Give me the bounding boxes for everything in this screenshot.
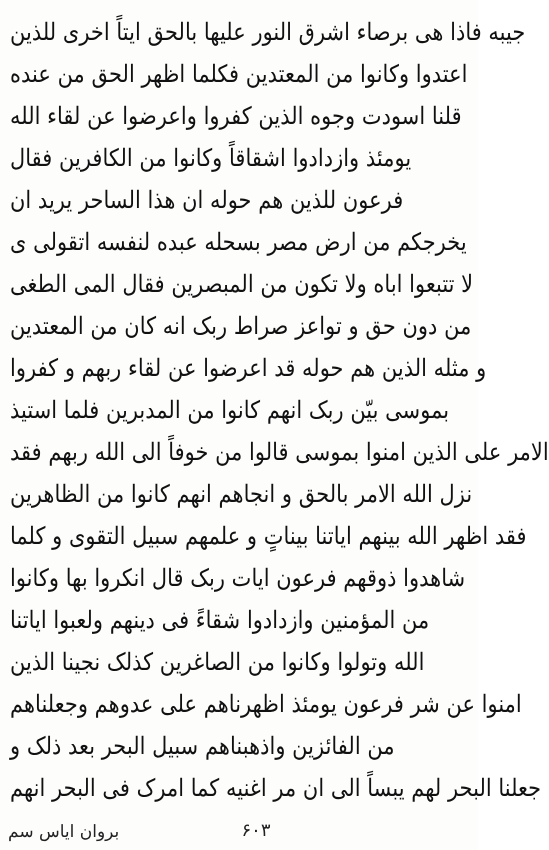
manuscript-line: و مثله الذین هم حوله قد اعرضوا عن لقاء ربهم و کفروا: [10, 354, 487, 382]
manuscript-line: من المؤمنین وازدادوا شقاءً فی دینهم ولعبوا ایاتنا: [10, 606, 430, 634]
manuscript-line: قلنا اسودت وجوه الذین کفروا واعرضوا عن لقاء الله: [10, 102, 462, 130]
manuscript-line: نزل الله الامر بالحق و انجاهم انهم کانوا من الظاهرین: [10, 480, 473, 508]
page-number: ۶۰۳: [241, 820, 271, 841]
manuscript-line: فرعون للذین هم حوله ان هذا الساحر یرید ان: [10, 186, 404, 214]
manuscript-line: بموسی بیّن ربک انهم کانوا من المدبرین فلما استیذ: [10, 396, 450, 424]
manuscript-line: امنوا عن شر فرعون یومئذ اظهرناهم علی عدوهم وجعلناهم: [10, 690, 522, 718]
manuscript-line: فقد اظهر الله بینهم ایاتنا بیناتٍ و علمهم سبیل التقوی و کلما: [10, 522, 527, 550]
manuscript-line: لا تتبعوا اباه ولا تکون من المبصرین فقال المی الطغی: [10, 270, 474, 298]
manuscript-line: الامر علی الذین امنوا بموسی قالوا من خوفاً الی الله ربهم فقد: [10, 438, 549, 466]
manuscript-line: الله وتولوا وکانوا من الصاغرین کذلک نجینا الذین: [10, 648, 425, 676]
manuscript-line: من الفائزین واذهبناهم سبیل البحر بعد ذلک و: [10, 732, 395, 760]
manuscript-line: یخرجکم من ارض مصر بسحله عبده لنفسه اتقولی ی: [10, 228, 467, 256]
manuscript-line: من دون حق و تواعز صراط ربک انه کان من المعتدین: [10, 312, 472, 340]
manuscript-line: جعلنا البحر لهم یبساً الی ان مر اغنیه کما امرک فی البحر انهم: [10, 774, 542, 802]
manuscript-line: جیبه فاذا هی برصاء اشرق النور علیها بالحق ایتاً اخری للذین: [10, 18, 526, 46]
footer-note: بروان ایاس سم: [8, 822, 120, 842]
manuscript-line: اعتدوا وکانوا من المعتدین فکلما اظهر الحق من عنده: [10, 60, 468, 88]
manuscript-line: شاهدوا ذوقهم فرعون ایات ربک قال انکروا بها وکانوا: [10, 564, 466, 592]
manuscript-line: یومئذ وازدادوا اشقاقاً وکانوا من الکافرین فقال: [10, 144, 412, 172]
